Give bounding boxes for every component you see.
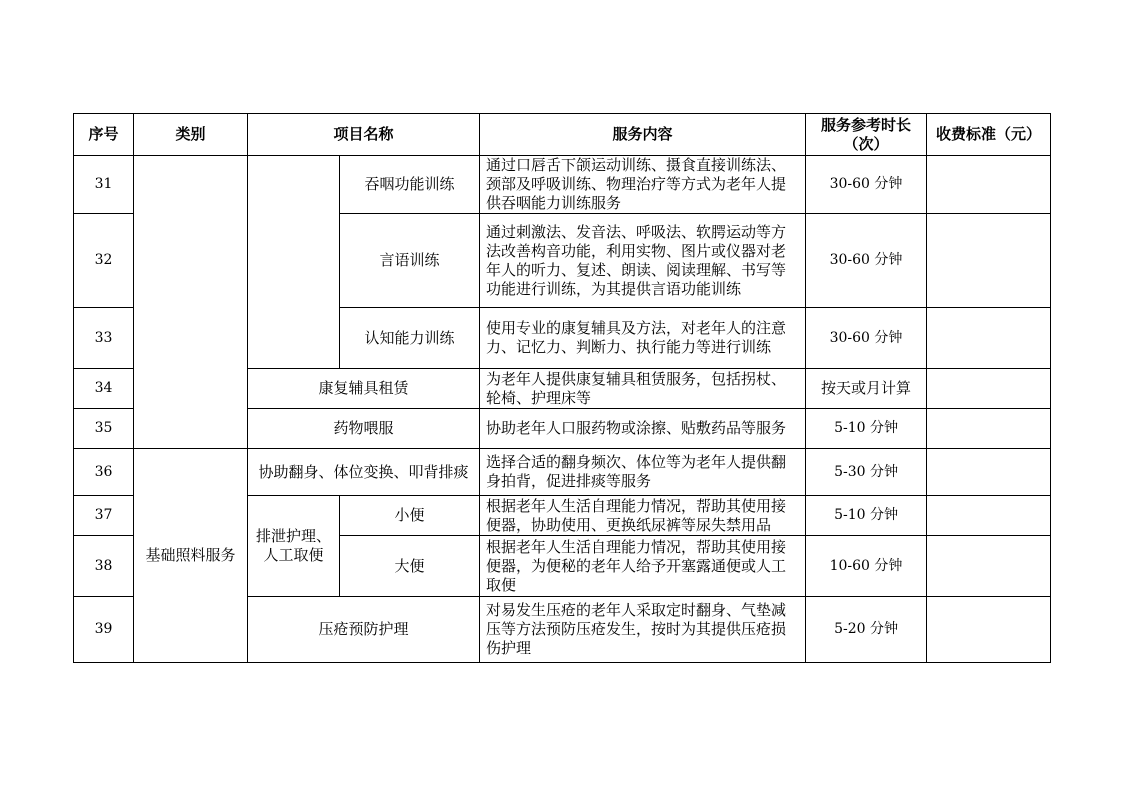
- group-cell-excretion: 排泄护理、人工取便: [248, 496, 340, 597]
- row-number: 35: [74, 409, 134, 449]
- service-content: 通过口唇舌下颌运动训练、摄食直接训练法、颈部及呼吸训练、物理治疗等方式为老年人提供吞咽能力训练服务: [480, 156, 806, 214]
- item-name: 压疮预防护理: [248, 597, 480, 663]
- fee-cell: [927, 449, 1051, 496]
- service-duration: 5-30 分钟: [806, 449, 927, 496]
- fee-cell: [927, 409, 1051, 449]
- service-duration: 按天或月计算: [806, 369, 927, 409]
- table-row: [74, 449, 1051, 496]
- fee-cell: [927, 308, 1051, 369]
- service-content: 根据老年人生活自理能力情况，帮助其使用接便器，为便秘的老年人给予开塞露通便或人工取便: [480, 536, 806, 597]
- service-content: 协助老年人口服药物或涂擦、贴敷药品等服务: [480, 409, 806, 449]
- fee-cell: [927, 597, 1051, 663]
- item-name: 小便: [340, 496, 480, 536]
- item-name: 言语训练: [340, 214, 480, 308]
- fee-cell: [927, 369, 1051, 409]
- service-duration: 30-60 分钟: [806, 214, 927, 308]
- header-item: 项目名称: [248, 114, 480, 156]
- service-content: 使用专业的康复辅具及方法，对老年人的注意力、记忆力、判断力、执行能力等进行训练: [480, 308, 806, 369]
- row-number: 34: [74, 369, 134, 409]
- service-duration: 5-10 分钟: [806, 409, 927, 449]
- service-content: 选择合适的翻身频次、体位等为老年人提供翻身拍背，促进排痰等服务: [480, 449, 806, 496]
- service-duration: 5-10 分钟: [806, 496, 927, 536]
- header-duration: 服务参考时长（次）: [806, 114, 927, 156]
- row-number: 39: [74, 597, 134, 663]
- service-fee-table: [73, 113, 1051, 663]
- fee-cell: [927, 536, 1051, 597]
- item-name: 协助翻身、体位变换、叩背排痰: [248, 449, 480, 496]
- item-name: 药物喂服: [248, 409, 480, 449]
- category-cell: 基础照料服务: [134, 449, 248, 663]
- item-name: 大便: [340, 536, 480, 597]
- header-seq: 序号: [74, 114, 134, 156]
- row-number: 33: [74, 308, 134, 369]
- header-category: 类别: [134, 114, 248, 156]
- service-content: 根据老年人生活自理能力情况，帮助其使用接便器，协助使用、更换纸尿裤等尿失禁用品: [480, 496, 806, 536]
- service-content: 通过刺激法、发音法、呼吸法、软腭运动等方法改善构音功能，利用实物、图片或仪器对老年人的听力、复述、朗读、阅读理解、书写等功能进行训练，为其提供言语功能训练: [480, 214, 806, 308]
- service-duration: 30-60 分钟: [806, 308, 927, 369]
- fee-cell: [927, 214, 1051, 308]
- row-number: 36: [74, 449, 134, 496]
- fee-cell: [927, 496, 1051, 536]
- header-row: [74, 114, 1051, 156]
- row-number: 31: [74, 156, 134, 214]
- service-content: 为老年人提供康复辅具租赁服务，包括拐杖、轮椅、护理床等: [480, 369, 806, 409]
- service-duration: 30-60 分钟: [806, 156, 927, 214]
- item-name: 认知能力训练: [340, 308, 480, 369]
- item-name: 吞咽功能训练: [340, 156, 480, 214]
- group-cell-empty: [248, 156, 340, 369]
- header-fee: 收费标准（元）: [927, 114, 1051, 156]
- table-row: [74, 156, 1051, 214]
- service-duration: 10-60 分钟: [806, 536, 927, 597]
- row-number: 32: [74, 214, 134, 308]
- category-cell-empty: [134, 156, 248, 449]
- service-content: 对易发生压疮的老年人采取定时翻身、气垫减压等方法预防压疮发生，按时为其提供压疮损伤护理: [480, 597, 806, 663]
- row-number: 38: [74, 536, 134, 597]
- service-duration: 5-20 分钟: [806, 597, 927, 663]
- item-name: 康复辅具租赁: [248, 369, 480, 409]
- fee-cell: [927, 156, 1051, 214]
- header-content: 服务内容: [480, 114, 806, 156]
- row-number: 37: [74, 496, 134, 536]
